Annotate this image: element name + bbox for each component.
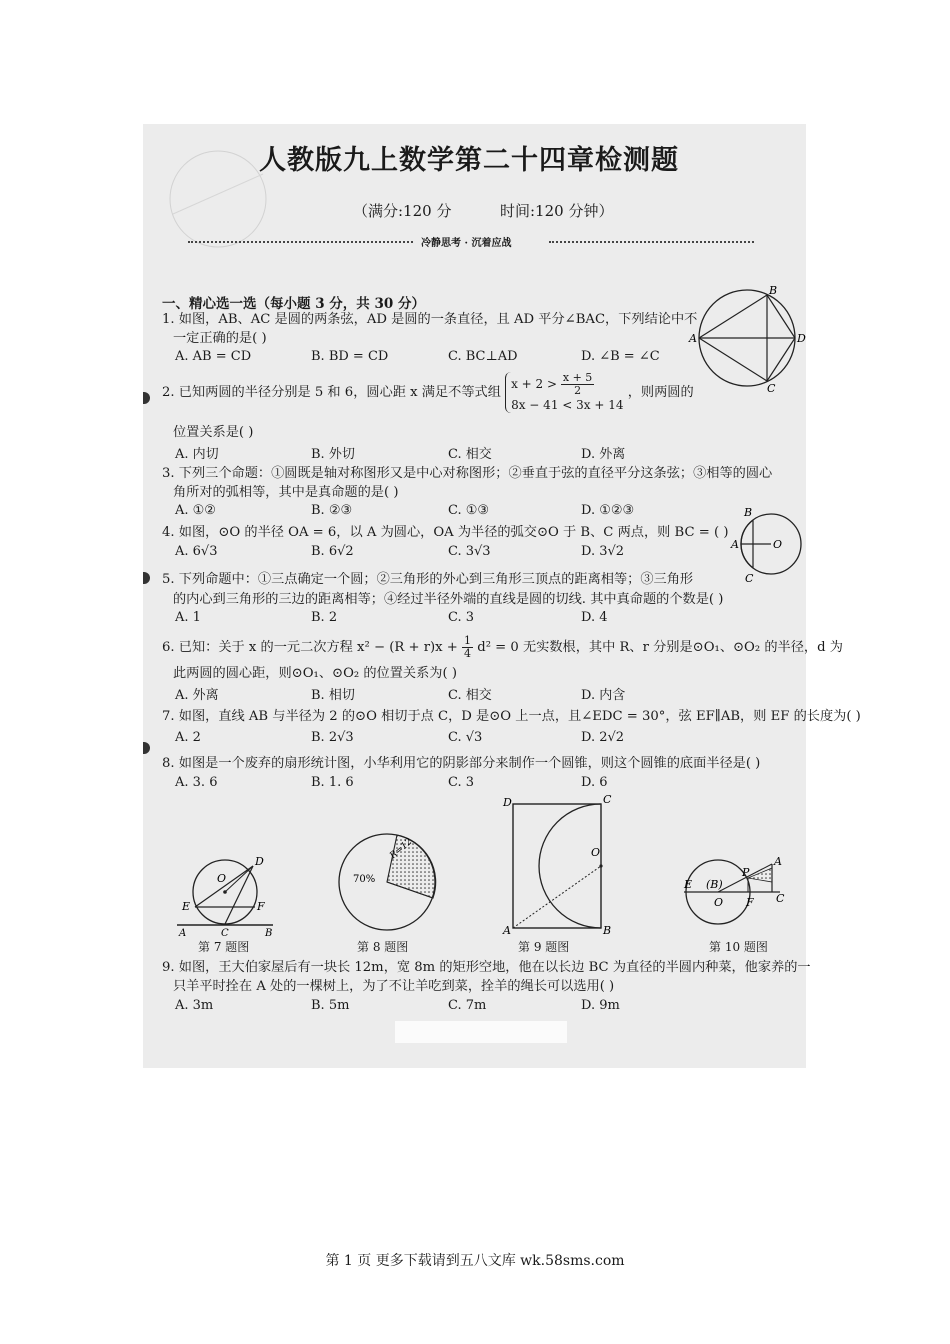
q2-option-b: B. 外切 — [311, 447, 355, 462]
q9-option-b: B. 5m — [311, 998, 350, 1013]
q4-option-c: C. 3√3 — [448, 544, 491, 559]
q1-option-c: C. BC⊥AD — [448, 349, 518, 364]
q5-text-line1: 5. 下列命题中：①三点确定一个圆；②三角形的外心到三角形三顶点的距离相等；③三角形 — [162, 572, 694, 587]
motto: 冷静思考 · 沉着应战 — [421, 238, 512, 249]
fig8-caption: 第 8 题图 — [357, 940, 409, 954]
q4-text-line1: 4. 如图，⊙O 的半径 OA = 6，以 A 为圆心，OA 为半径的弧交⊙O 于 B、C 两点，则 BC = ( ) — [162, 525, 729, 540]
fig10-label-a: A — [774, 855, 782, 868]
fig1-label-b: B — [769, 284, 778, 297]
q7-option-b: B. 2√3 — [311, 730, 354, 745]
q4-figure — [727, 504, 807, 588]
q3-text-line1: 3. 下列三个命题：①圆既是轴对称图形又是中心对称图形；②垂直于弦的直径平分这条弦；③相等的圆心 — [162, 466, 773, 481]
q8-option-d: D. 6 — [581, 775, 608, 790]
q5-option-a: A. 1 — [175, 610, 201, 625]
q6-text-line2: 此两圆的圆心距，则⊙O₁、⊙O₂ 的位置关系为( ) — [173, 666, 457, 681]
q7-text-line1: 7. 如图，直线 AB 与半径为 2 的⊙O 相切于点 C，D 是⊙O 上一点，且∠EDC = 30°，弦 EF∥AB，则 EF 的长度为( ) — [162, 709, 861, 724]
q2-option-a: A. 内切 — [175, 447, 219, 462]
q3-option-c: C. ①③ — [448, 503, 490, 518]
fig7-label-o: O — [217, 872, 227, 885]
q6-option-c: C. 相交 — [448, 688, 492, 703]
q3-option-a: A. ①② — [175, 503, 216, 518]
q1-text-line2: 一定正确的是( ) — [173, 331, 267, 346]
fig9-caption: 第 9 题图 — [518, 940, 570, 954]
q6-fraction — [462, 635, 473, 660]
q7-figure — [173, 852, 285, 939]
binding-mark — [143, 742, 150, 754]
blank-patch — [395, 1021, 567, 1043]
divider-left — [188, 241, 413, 243]
scanned-page — [143, 124, 861, 1068]
page-footer: 第 1 页 更多下载请到五八文库 wk.58sms.com — [325, 1253, 625, 1269]
q3-option-d: D. ①②③ — [581, 503, 635, 518]
q6-text-post: d² = 0 无实数根，其中 R、r 分别是⊙O₁、⊙O₂ 的半径，d 为 — [477, 640, 843, 655]
fig1-label-a: A — [689, 332, 697, 345]
time-info: 时间:120 分钟） — [500, 202, 614, 220]
q2-sys-row2: 8x − 41 < 3x + 14 — [511, 398, 624, 412]
q9-text-line2: 只羊平时拴在 A 处的一棵树上，为了不让羊吃到菜，拴羊的绳长可以选用( ) — [173, 979, 615, 994]
q2-frac-num: x + 5 — [562, 371, 593, 384]
q5-option-d: D. 4 — [581, 610, 608, 625]
q6-text-line1 — [162, 635, 843, 660]
fig10-label-b: (B) — [706, 878, 723, 891]
q2-fraction — [561, 372, 594, 397]
q6-option-d: D. 内含 — [581, 688, 626, 703]
q9-text-line1: 9. 如图，王大伯家屋后有一块长 12m，宽 8m 的矩形空地，他在以长边 BC 为直径的半圆内种菜，他家养的一 — [162, 960, 811, 975]
q10-figure — [680, 856, 798, 936]
q2-text-line2: 位置关系是( ) — [173, 425, 254, 440]
score-info: （满分:120 分 — [353, 202, 452, 220]
q8-option-c: C. 3 — [448, 775, 475, 790]
q9-figure — [501, 794, 615, 936]
q8-figure — [335, 830, 439, 934]
q8-text-line1: 8. 如图是一个废弃的扇形统计图，小华利用它的阴影部分来制作一个圆锥，则这个圆锥的底面半径是( ) — [162, 756, 761, 771]
fig9-label-o: O — [591, 846, 601, 859]
page-title: 人教版九上数学第二十四章检测题 — [259, 145, 679, 176]
q6-text-pre: 6. 已知：关于 x 的一元二次方程 x² − (R + r)x + — [162, 640, 458, 655]
fig9-label-c: C — [603, 793, 612, 806]
q1-figure — [689, 284, 807, 394]
fig9-label-a: A — [503, 924, 511, 937]
q2-sys-row1-pre: x + 2 > — [511, 377, 558, 391]
fig9-label-d: D — [503, 796, 512, 809]
q6-option-a: A. 外离 — [175, 688, 219, 703]
fig10-caption: 第 10 题图 — [709, 940, 768, 954]
q7-option-d: D. 2√2 — [581, 730, 625, 745]
fig4-label-c: C — [745, 572, 754, 585]
q5-option-c: C. 3 — [448, 610, 475, 625]
q2-text-pre: 2. 已知两圆的半径分别是 5 和 6，圆心距 x 满足不等式组 — [162, 385, 501, 400]
section-heading: 一、精心选一选（每小题 3 分，共 30 分） — [162, 296, 425, 312]
fig8-label-percent: 70% — [353, 874, 376, 885]
q4-option-a: A. 6√3 — [175, 544, 218, 559]
fig7-label-a: A — [179, 928, 187, 939]
fig7-label-e: E — [182, 900, 191, 913]
fig10-label-c: C — [776, 892, 785, 905]
q1-option-d: D. ∠B = ∠C — [581, 349, 660, 364]
q1-option-b: B. BD = CD — [311, 349, 389, 364]
q9-option-d: D. 9m — [581, 998, 620, 1013]
fig10-label-o: O — [714, 896, 724, 909]
q1-text-line1: 1. 如图，AB、AC 是圆的两条弦，AD 是圆的一条直径，且 AD 平分∠BAC，下列结论中不 — [162, 312, 698, 327]
fig7-label-f: F — [257, 900, 265, 913]
fig7-label-d: D — [255, 855, 264, 868]
q3-option-b: B. ②③ — [311, 503, 353, 518]
q6-option-b: B. 相切 — [311, 688, 355, 703]
fig7-caption: 第 7 题图 — [198, 940, 250, 954]
fig7-label-b: B — [265, 928, 273, 939]
q8-option-b: B. 1. 6 — [311, 775, 354, 790]
q6-frac-num: 1 — [464, 634, 472, 647]
q2-text-post: ，则两圆的 — [627, 385, 694, 400]
fig7-label-c: C — [221, 928, 229, 939]
q2-option-d: D. 外离 — [581, 447, 626, 462]
q9-option-c: C. 7m — [448, 998, 487, 1013]
fig4-label-b: B — [744, 506, 753, 519]
q7-option-c: C. √3 — [448, 730, 483, 745]
fig1-label-c: C — [767, 382, 776, 395]
fig8-label-radius: R=12 — [388, 836, 415, 862]
fig4-label-a: A — [731, 538, 739, 551]
q2-text-line1 — [162, 372, 694, 413]
q5-option-b: B. 2 — [311, 610, 338, 625]
q2-sys-row1 — [511, 372, 623, 397]
binding-mark — [143, 392, 150, 404]
q2-inequality-system — [505, 372, 623, 413]
q6-frac-den: 4 — [464, 647, 472, 660]
fig10-label-p: P — [742, 866, 750, 879]
q8-option-a: A. 3. 6 — [175, 775, 218, 790]
binding-mark — [143, 572, 150, 584]
fig1-label-d: D — [797, 332, 806, 345]
q4-option-d: D. 3√2 — [581, 544, 625, 559]
divider-right — [549, 241, 754, 243]
q4-option-b: B. 6√2 — [311, 544, 354, 559]
fig9-label-b: B — [603, 924, 612, 937]
q2-option-c: C. 相交 — [448, 447, 492, 462]
ghost-circle-icon — [163, 144, 273, 254]
fig10-label-e: E — [684, 878, 693, 891]
q9-option-a: A. 3m — [175, 998, 214, 1013]
q7-option-a: A. 2 — [175, 730, 201, 745]
fig4-label-o: O — [773, 538, 783, 551]
fig10-label-f: F — [746, 896, 754, 909]
q1-option-a: A. AB = CD — [175, 349, 252, 364]
q5-text-line2: 的内心到三角形的三边的距离相等；④经过半径外端的直线是圆的切线. 其中真命题的个数是( ) — [173, 592, 724, 607]
q2-frac-den: 2 — [574, 384, 582, 397]
q3-text-line2: 角所对的弧相等，其中是真命题的是( ) — [173, 485, 399, 500]
